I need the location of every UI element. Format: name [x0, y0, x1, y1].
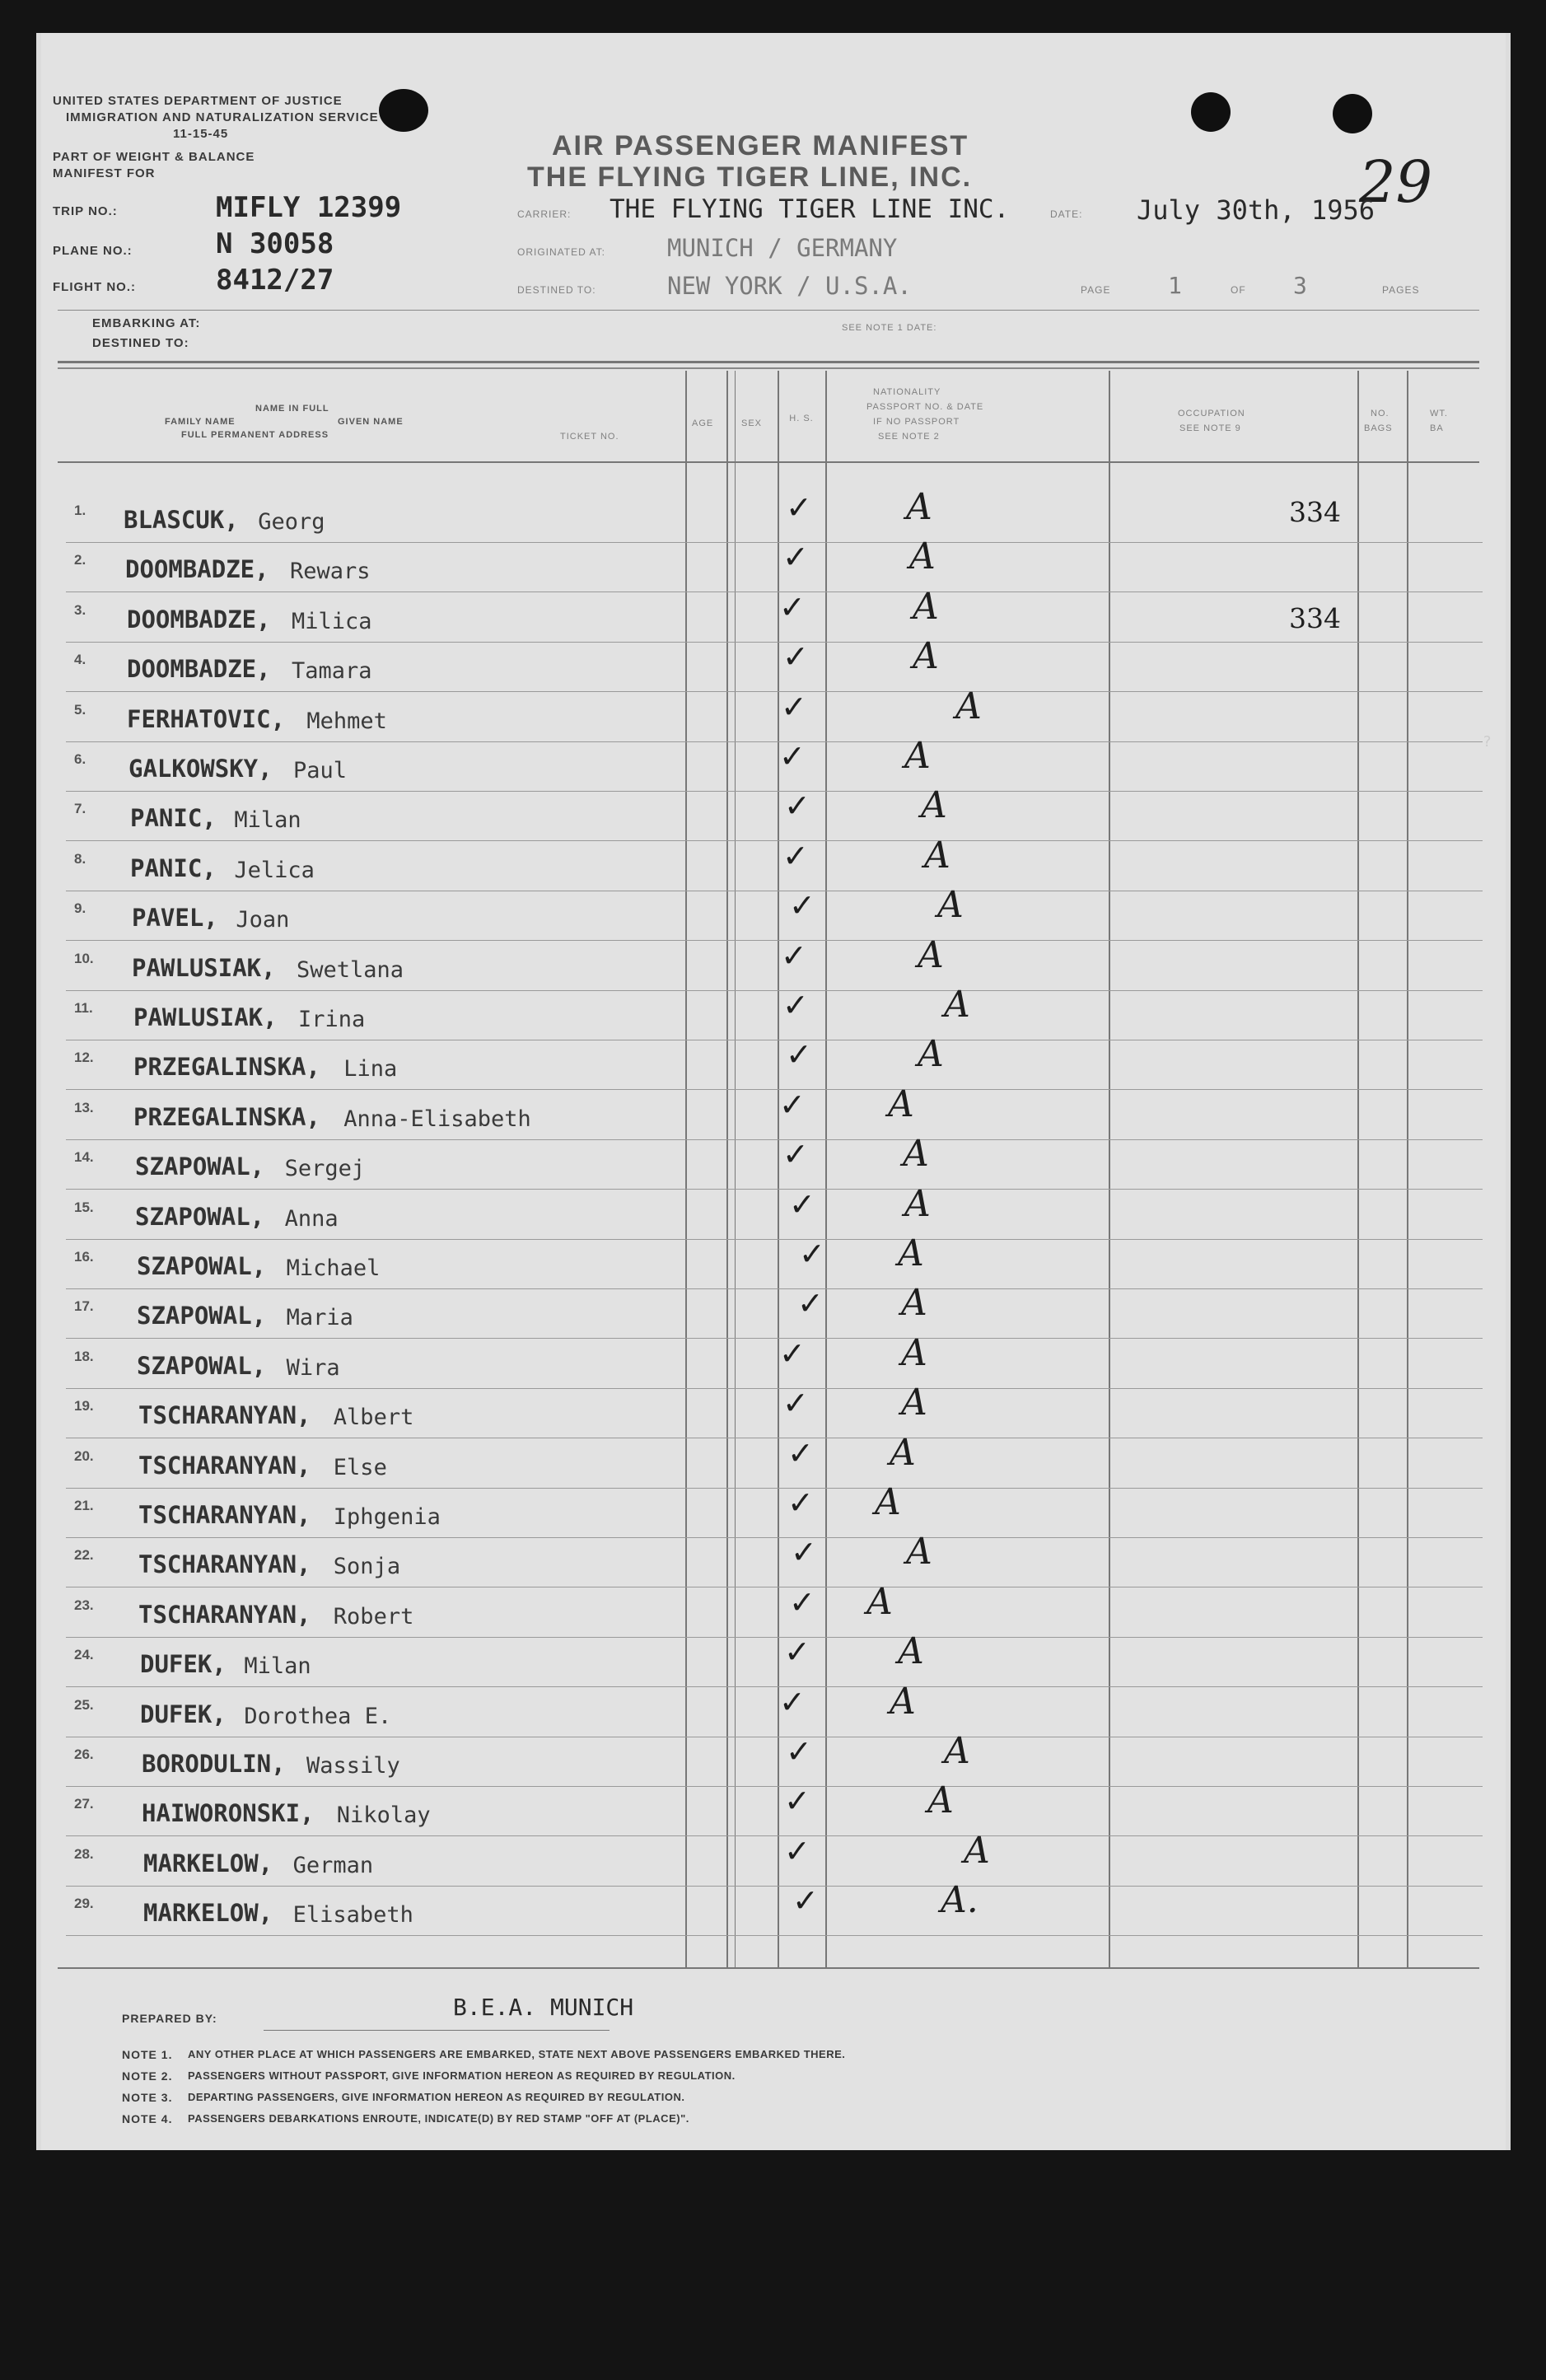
- occupation-code: 334: [1289, 496, 1341, 528]
- table-row: [41, 984, 1483, 1041]
- table-row: [41, 1232, 1483, 1290]
- table-row: [41, 1382, 1483, 1439]
- nationality-mark: A: [913, 635, 939, 678]
- row-rule: [66, 1886, 1483, 1887]
- given-name: Nikolay: [336, 1803, 431, 1829]
- col-ticket: TICKET NO.: [560, 432, 619, 442]
- check-mark-icon: ✓: [784, 788, 810, 825]
- given-name: Lina: [343, 1056, 398, 1082]
- table-top-rule: [58, 367, 1479, 369]
- flight-value: 8412/27: [216, 264, 334, 297]
- form-date: 11-15-45: [173, 127, 229, 141]
- check-mark-icon: ✓: [782, 987, 809, 1023]
- table-row: [41, 735, 1483, 793]
- col-bags-2: BAGS: [1364, 423, 1393, 433]
- given-name: Milan: [244, 1653, 311, 1680]
- note-label: NOTE 3.: [122, 2091, 173, 2104]
- table-row: [41, 1133, 1483, 1190]
- manifest-line-2: MANIFEST FOR: [53, 166, 156, 180]
- given-name: Robert: [333, 1603, 414, 1630]
- given-name: Wassily: [306, 1753, 400, 1779]
- family-name: TSCHARANYAN,: [138, 1501, 311, 1529]
- family-name: SZAPOWAL,: [137, 1302, 267, 1330]
- embarking-label: EMBARKING AT:: [92, 316, 201, 330]
- given-name: German: [292, 1852, 374, 1878]
- row-number: 14.: [74, 1149, 94, 1166]
- given-name: Else: [333, 1454, 387, 1480]
- row-rule: [66, 1338, 1483, 1339]
- destined-value: NEW YORK / U.S.A.: [667, 272, 912, 300]
- row-number: 27.: [74, 1796, 94, 1812]
- table-row: [41, 1182, 1483, 1241]
- nationality-mark: A: [909, 535, 936, 578]
- row-rule: [66, 1388, 1483, 1389]
- manifest-form: [41, 33, 1506, 2150]
- note-text: PASSENGERS DEBARKATIONS ENROUTE, INDICATE(D) BY RED STAMP "OFF AT (PLACE)".: [188, 2112, 689, 2125]
- given-name: Wira: [286, 1354, 340, 1381]
- table-row: [41, 1282, 1483, 1340]
- note-label: NOTE 1.: [122, 2048, 173, 2061]
- row-rule: [66, 990, 1483, 991]
- nationality-mark: A: [918, 1033, 944, 1076]
- nationality-mark: A: [875, 1481, 901, 1523]
- punch-hole-icon: [1333, 94, 1372, 133]
- destined-to-label: DESTINED TO:: [92, 336, 189, 350]
- row-rule: [66, 1288, 1483, 1289]
- row-number: 29.: [74, 1896, 94, 1912]
- col-age: AGE: [692, 418, 714, 428]
- manifest-line-1: PART OF WEIGHT & BALANCE: [53, 150, 255, 164]
- family-name: DUFEK,: [140, 1700, 227, 1728]
- check-mark-icon: ✓: [799, 1236, 825, 1272]
- margin-mark: ?: [1483, 733, 1492, 750]
- table-row: [41, 1779, 1483, 1837]
- row-number: 22.: [74, 1547, 94, 1564]
- family-name: DOOMBADZE,: [127, 605, 271, 634]
- check-mark-icon: ✓: [786, 1733, 812, 1770]
- row-number: 5.: [74, 701, 86, 718]
- row-rule: [66, 1935, 1483, 1936]
- nationality-mark: A: [888, 1082, 914, 1125]
- originated-value: MUNICH / GERMANY: [667, 234, 898, 262]
- col-wt-2: BA: [1430, 423, 1444, 433]
- check-mark-icon: ✓: [791, 1534, 817, 1571]
- family-name: PANIC,: [130, 804, 217, 833]
- col-family: FAMILY NAME: [165, 417, 236, 427]
- header-bottom-rule: [58, 461, 1479, 463]
- row-number: 6.: [74, 751, 86, 767]
- col-bags-1: NO.: [1371, 409, 1390, 418]
- family-name: HAIWORONSKI,: [142, 1799, 315, 1828]
- nationality-mark: A: [924, 834, 950, 877]
- family-name: TSCHARANYAN,: [138, 1401, 311, 1430]
- check-mark-icon: ✓: [792, 1882, 819, 1919]
- check-mark-icon: ✓: [784, 1634, 810, 1671]
- table-row: [41, 1879, 1483, 1937]
- given-name: Paul: [293, 758, 348, 783]
- row-number: 13.: [74, 1099, 94, 1115]
- nationality-mark: A: [904, 1182, 931, 1225]
- destined-label: DESTINED TO:: [517, 284, 596, 296]
- nationality-mark: A: [890, 1680, 916, 1723]
- col-wt-1: WT.: [1430, 409, 1448, 418]
- plane-value: N 30058: [216, 227, 334, 260]
- row-rule: [66, 1089, 1483, 1090]
- row-rule: [66, 591, 1483, 592]
- note-text: DEPARTING PASSENGERS, GIVE INFORMATION HEREON AS REQUIRED BY REGULATION.: [188, 2091, 685, 2103]
- nationality-mark: A: [913, 585, 939, 628]
- nationality-mark: A: [901, 1331, 927, 1374]
- table-top-rule: [58, 361, 1479, 363]
- row-number: 18.: [74, 1348, 94, 1364]
- row-number: 21.: [74, 1498, 94, 1513]
- page-label: PAGE: [1081, 284, 1111, 296]
- family-name: DUFEK,: [140, 1650, 227, 1679]
- nationality-mark: A: [901, 1282, 927, 1325]
- family-name: TSCHARANYAN,: [138, 1600, 311, 1629]
- date-label: DATE:: [1050, 208, 1083, 220]
- family-name: PAVEL,: [132, 904, 218, 933]
- check-mark-icon: ✓: [781, 937, 807, 974]
- table-row: [41, 535, 1483, 593]
- nationality-mark: A: [955, 685, 982, 727]
- nationality-mark: A: [921, 784, 947, 827]
- table-row: [41, 1331, 1483, 1390]
- col-nationality-1: NATIONALITY: [873, 387, 941, 397]
- check-mark-icon: ✓: [781, 688, 807, 725]
- family-name: MARKELOW,: [143, 1849, 273, 1877]
- given-name: Elisabeth: [292, 1902, 413, 1929]
- row-number: 7.: [74, 801, 86, 817]
- row-rule: [66, 1686, 1483, 1687]
- row-number: 12.: [74, 1050, 94, 1066]
- row-number: 2.: [74, 552, 86, 568]
- given-name: Tamara: [292, 658, 372, 685]
- check-mark-icon: ✓: [779, 588, 806, 625]
- check-mark-icon: ✓: [782, 1385, 809, 1422]
- family-name: SZAPOWAL,: [137, 1351, 267, 1380]
- col-nationality-4: SEE NOTE 2: [878, 432, 940, 442]
- row-rule: [66, 1488, 1483, 1489]
- check-mark-icon: ✓: [782, 1136, 809, 1173]
- check-mark-icon: ✓: [789, 1185, 815, 1223]
- pages-label: PAGES: [1382, 284, 1420, 296]
- given-name: Dorothea E.: [244, 1703, 392, 1729]
- table-row: [41, 1033, 1483, 1091]
- family-name: PRZEGALINSKA,: [133, 1053, 320, 1082]
- row-number: 1.: [74, 503, 86, 518]
- row-rule: [66, 642, 1483, 643]
- nationality-mark: A: [937, 884, 964, 927]
- nationality-mark: A: [898, 1232, 924, 1274]
- family-name: BORODULIN,: [142, 1750, 286, 1778]
- page-of-label: OF: [1231, 284, 1246, 296]
- check-mark-icon: ✓: [779, 1335, 806, 1372]
- given-name: Irina: [298, 1007, 366, 1032]
- table-row: [41, 1630, 1483, 1688]
- given-name: Anna: [284, 1205, 339, 1232]
- row-number: 16.: [74, 1249, 94, 1265]
- nationality-mark: A: [918, 933, 944, 976]
- nationality-mark: A: [927, 1779, 954, 1822]
- punch-hole-icon: [1191, 92, 1231, 132]
- row-number: 17.: [74, 1298, 94, 1315]
- nationality-mark: A: [866, 1580, 893, 1623]
- carrier-title: THE FLYING TIGER LINE, INC.: [527, 161, 973, 193]
- table-bottom-rule: [58, 1967, 1479, 1969]
- row-rule: [66, 741, 1483, 742]
- note-label: NOTE 4.: [122, 2112, 173, 2125]
- row-number: 8.: [74, 850, 86, 867]
- family-name: MARKELOW,: [143, 1899, 273, 1928]
- originated-label: ORIGINATED AT:: [517, 246, 605, 258]
- note-text: PASSENGERS WITHOUT PASSPORT, GIVE INFORMATION HEREON AS REQUIRED BY REGULATION.: [188, 2069, 736, 2082]
- check-mark-icon: ✓: [786, 489, 812, 526]
- check-mark-icon: ✓: [779, 738, 806, 774]
- check-mark-icon: ✓: [782, 539, 809, 576]
- punch-hole-icon: [379, 89, 428, 132]
- given-name: Sergej: [284, 1156, 366, 1182]
- trip-value: MIFLY 12399: [216, 191, 402, 224]
- see-note-date: SEE NOTE 1 DATE:: [842, 323, 937, 333]
- family-name: SZAPOWAL,: [137, 1252, 267, 1280]
- row-rule: [66, 542, 1483, 543]
- row-number: 19.: [74, 1398, 94, 1414]
- given-name: Maria: [286, 1305, 353, 1331]
- family-name: PAWLUSIAK,: [133, 1003, 278, 1031]
- flight-label: FLIGHT NO.:: [53, 280, 136, 294]
- date-value: July 30th, 1956: [1137, 194, 1375, 226]
- row-number: 10.: [74, 950, 94, 966]
- given-name: Iphgenia: [333, 1504, 441, 1530]
- page-current: 1: [1168, 272, 1182, 299]
- col-name-header: NAME IN FULL: [255, 404, 329, 414]
- row-rule: [66, 1786, 1483, 1787]
- row-rule: [66, 691, 1483, 692]
- row-number: 24.: [74, 1647, 94, 1663]
- col-occupation-1: OCCUPATION: [1178, 409, 1245, 418]
- table-row: [41, 585, 1483, 643]
- family-name: BLASCUK,: [124, 506, 239, 534]
- col-occupation-2: SEE NOTE 9: [1179, 423, 1241, 433]
- nationality-mark: A: [901, 1382, 927, 1424]
- given-name: Joan: [236, 907, 290, 933]
- row-rule: [66, 940, 1483, 941]
- occupation-code: 334: [1289, 601, 1341, 634]
- col-nationality-3: IF NO PASSPORT: [873, 417, 960, 427]
- row-rule: [66, 1189, 1483, 1190]
- manifest-title: AIR PASSENGER MANIFEST: [552, 130, 969, 161]
- given-name: Mehmet: [306, 708, 387, 734]
- given-name: Milica: [292, 608, 372, 634]
- nationality-mark: A: [890, 1431, 916, 1474]
- family-name: TSCHARANYAN,: [138, 1451, 311, 1480]
- check-mark-icon: ✓: [784, 1783, 810, 1820]
- nationality-mark: A.: [941, 1879, 979, 1922]
- row-number: 25.: [74, 1696, 94, 1713]
- family-name: GALKOWSKY,: [128, 755, 273, 783]
- family-name: FERHATOVIC,: [127, 704, 286, 733]
- check-mark-icon: ✓: [787, 1485, 814, 1521]
- row-number: 4.: [74, 652, 86, 668]
- row-rule: [66, 1537, 1483, 1538]
- col-given: GIVEN NAME: [338, 417, 404, 427]
- divider: [58, 310, 1479, 311]
- nationality-mark: A: [944, 984, 970, 1026]
- given-name: Swetlana: [297, 956, 404, 983]
- note-label: NOTE 2.: [122, 2069, 173, 2083]
- nationality-mark: A: [903, 1133, 929, 1176]
- carrier-value: THE FLYING TIGER LINE INC.: [610, 194, 1010, 224]
- given-name: Rewars: [290, 559, 371, 585]
- table-row: [41, 1829, 1483, 1887]
- table-row: [41, 1431, 1483, 1489]
- col-nationality-2: PASSPORT NO. & DATE: [866, 402, 984, 412]
- given-name: Jelica: [234, 857, 315, 883]
- table-row: [41, 784, 1483, 842]
- given-name: Anna-Elisabeth: [343, 1106, 531, 1132]
- row-number: 28.: [74, 1845, 94, 1862]
- row-number: 9.: [74, 900, 86, 917]
- table-row: [41, 1680, 1483, 1738]
- family-name: SZAPOWAL,: [135, 1202, 265, 1231]
- table-row: [41, 486, 1483, 544]
- note-text: ANY OTHER PLACE AT WHICH PASSENGERS ARE EMBARKED, STATE NEXT ABOVE PASSENGERS EMBARKED THERE.: [188, 2048, 846, 2060]
- row-number: 11.: [74, 1000, 93, 1016]
- table-row: [41, 1531, 1483, 1588]
- row-number: 23.: [74, 1597, 94, 1613]
- check-mark-icon: ✓: [786, 1036, 812, 1073]
- page-annotation: 29: [1359, 148, 1433, 216]
- table-row: [41, 1082, 1483, 1141]
- row-rule: [66, 791, 1483, 792]
- family-name: PANIC,: [130, 853, 217, 882]
- nationality-mark: A: [944, 1730, 970, 1772]
- table-row: [41, 933, 1483, 992]
- row-number: 15.: [74, 1199, 94, 1215]
- row-rule: [66, 1239, 1483, 1240]
- family-name: PAWLUSIAK,: [132, 953, 276, 982]
- check-mark-icon: ✓: [789, 887, 815, 924]
- check-mark-icon: ✓: [787, 1434, 814, 1471]
- nationality-mark: A: [904, 735, 931, 777]
- col-sex: SEX: [741, 418, 763, 428]
- given-name: Sonja: [333, 1554, 401, 1580]
- prepared-label: PREPARED BY:: [122, 2012, 217, 2025]
- family-name: DOOMBADZE,: [127, 655, 271, 684]
- row-rule: [66, 840, 1483, 841]
- check-mark-icon: ✓: [782, 837, 809, 874]
- check-mark-icon: ✓: [797, 1285, 824, 1322]
- nationality-mark: A: [906, 1531, 932, 1573]
- check-mark-icon: ✓: [779, 1086, 806, 1123]
- given-name: Milan: [234, 807, 301, 834]
- signature-line: [264, 2030, 610, 2031]
- check-mark-icon: ✓: [789, 1583, 815, 1620]
- given-name: Michael: [286, 1255, 381, 1281]
- given-name: Albert: [333, 1405, 414, 1431]
- family-name: PRZEGALINSKA,: [133, 1102, 320, 1131]
- row-number: 3.: [74, 601, 86, 618]
- table-row: [41, 1730, 1483, 1788]
- col-hs: H. S.: [789, 414, 814, 423]
- nationality-mark: A: [906, 486, 932, 528]
- table-row: [41, 1481, 1483, 1539]
- nationality-mark: A: [964, 1829, 990, 1872]
- check-mark-icon: ✓: [782, 638, 809, 676]
- table-row: [41, 635, 1483, 693]
- family-name: SZAPOWAL,: [135, 1153, 265, 1181]
- family-name: DOOMBADZE,: [125, 555, 269, 584]
- family-name: TSCHARANYAN,: [138, 1550, 311, 1579]
- row-number: 20.: [74, 1447, 94, 1464]
- agency-line-2: IMMIGRATION AND NATURALIZATION SERVICE: [66, 110, 379, 124]
- table-row: [41, 1580, 1483, 1639]
- nationality-mark: A: [898, 1630, 924, 1673]
- carrier-label: CARRIER:: [517, 208, 572, 220]
- row-rule: [66, 1835, 1483, 1836]
- row-rule: [66, 1637, 1483, 1638]
- page-total: 3: [1293, 272, 1307, 299]
- table-row: [41, 884, 1483, 942]
- trip-label: TRIP NO.:: [53, 204, 118, 218]
- table-row: [41, 834, 1483, 892]
- given-name: Georg: [258, 509, 325, 535]
- check-mark-icon: ✓: [779, 1683, 806, 1720]
- plane-label: PLANE NO.:: [53, 244, 133, 258]
- row-rule: [66, 1139, 1483, 1140]
- col-address: FULL PERMANENT ADDRESS: [181, 430, 329, 440]
- table-row: [41, 685, 1483, 743]
- row-number: 26.: [74, 1746, 94, 1762]
- check-mark-icon: ✓: [784, 1832, 810, 1869]
- agency-line-1: UNITED STATES DEPARTMENT OF JUSTICE: [53, 94, 343, 108]
- prepared-value: B.E.A. MUNICH: [453, 1994, 634, 2021]
